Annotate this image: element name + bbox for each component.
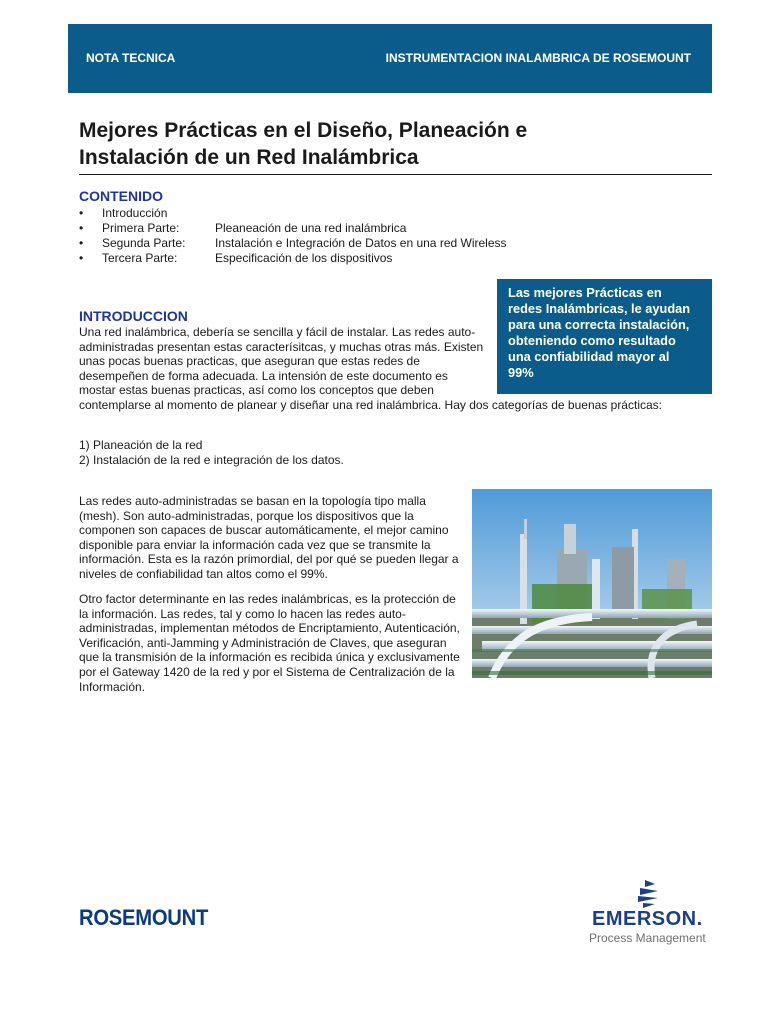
title-line: Mejores Prácticas en el Diseño, Planeación e [79,119,528,142]
security-line: administradas, implementan métodos de Encriptamiento, Autenticación, [79,621,460,636]
intro-line: administradas presentan estas caracterísitcas, y muchas otras más. Existen [79,339,484,354]
industrial-plant-photo [472,489,712,678]
security-line: por el Gateway 1420 de la red y por el Sistema de Centralización de la [79,664,455,679]
rosemount-logo: ROSEMOUNT [79,905,209,930]
security-line: la información. Las redes, tal y como lo hacen las redes auto- [79,606,406,621]
intro-line: contemplarse al momento de planear y diseñar una red inalámbrica. Hay dos categorías de buenas prácticas: [79,397,662,412]
mesh-line: (mesh). Son auto-administradas, porque los dispositivos que la [79,508,414,523]
practices-list [79,438,344,467]
mesh-line: niveles de confiabilidad tan altos como el 99%. [79,566,328,581]
title-divider [79,174,712,175]
page-title [79,117,689,171]
security-line: Verificación, anti-Jamming y Administración de Claves, que aseguran [79,635,447,650]
contents-heading: CONTENIDO [79,188,163,204]
intro-line: desempeñen de forma adecuada. La intensión de este documento es [79,368,448,383]
bullet-icon: • [79,251,84,265]
contents-part: Primera Parte: [102,221,180,235]
callout-line: 99% [508,365,534,380]
security-line: que la transmisión de la información es recibida única y exclusivamente [79,650,460,665]
intro-line: mostar estas buenas practicas, así como los conceptos que deben [79,383,434,398]
emerson-subtitle: Process Management [589,931,706,945]
practice-item: 2) Instalación de la red e integración de los datos. [79,452,344,467]
intro-paragraph [79,325,679,413]
callout-line: Las mejores Prácticas en [508,285,662,300]
callout-line: redes Inalámbricas, le ayudan [508,301,691,316]
callout-line: para una correcta instalación, [508,317,690,332]
mesh-line: información. Esta es la razón primordial, del por qué se pueden llegar a [79,552,459,567]
intro-line: Una red inalámbrica, debería se sencilla y fácil de instalar. Las redes auto- [79,325,476,339]
mesh-paragraph [79,494,459,582]
bullet-icon: • [79,206,84,220]
security-paragraph [79,592,460,694]
header-band [68,24,712,93]
contents-desc: Instalación e Integración de Datos en una red Wireless [215,236,507,250]
mesh-line: componen son capaces de buscar automáticamente, el mejor camino [79,523,449,538]
mesh-line: disponible para enviar la información cada vez que se transmite la [79,537,431,552]
contents-part: Introducción [102,206,168,220]
title-line: Instalación de un Red Inalámbrica [79,146,419,169]
security-line: Otro factor determinante en las redes inalámbricas, es la protección de [79,592,456,606]
doc-series-label: INSTRUMENTACION INALAMBRICA DE ROSEMOUNT [385,51,691,65]
security-line: Información. [79,679,146,694]
doc-type-label: NOTA TECNICA [86,51,176,65]
contents-desc: Pleaneación de una red inalámbrica [215,221,407,235]
bullet-icon: • [79,221,84,235]
callout-line: obteniendo como resultado [508,333,676,348]
intro-line: unas pocas buenas practicas, que aseguran que estas redes de [79,354,420,369]
contents-part: Tercera Parte: [102,251,178,265]
intro-heading: INTRODUCCION [79,308,188,324]
practice-item: 1) Planeación de la red [79,438,203,452]
contents-desc: Especificación de los dispositivos [215,251,393,265]
emerson-wordmark: EMERSON. [592,908,703,930]
contents-part: Segunda Parte: [102,236,186,250]
bullet-icon: • [79,236,84,250]
mesh-line: Las redes auto-administradas se basan en la topología tipo malla [79,494,426,508]
callout-line: una confiabilidad mayor al [508,349,670,364]
